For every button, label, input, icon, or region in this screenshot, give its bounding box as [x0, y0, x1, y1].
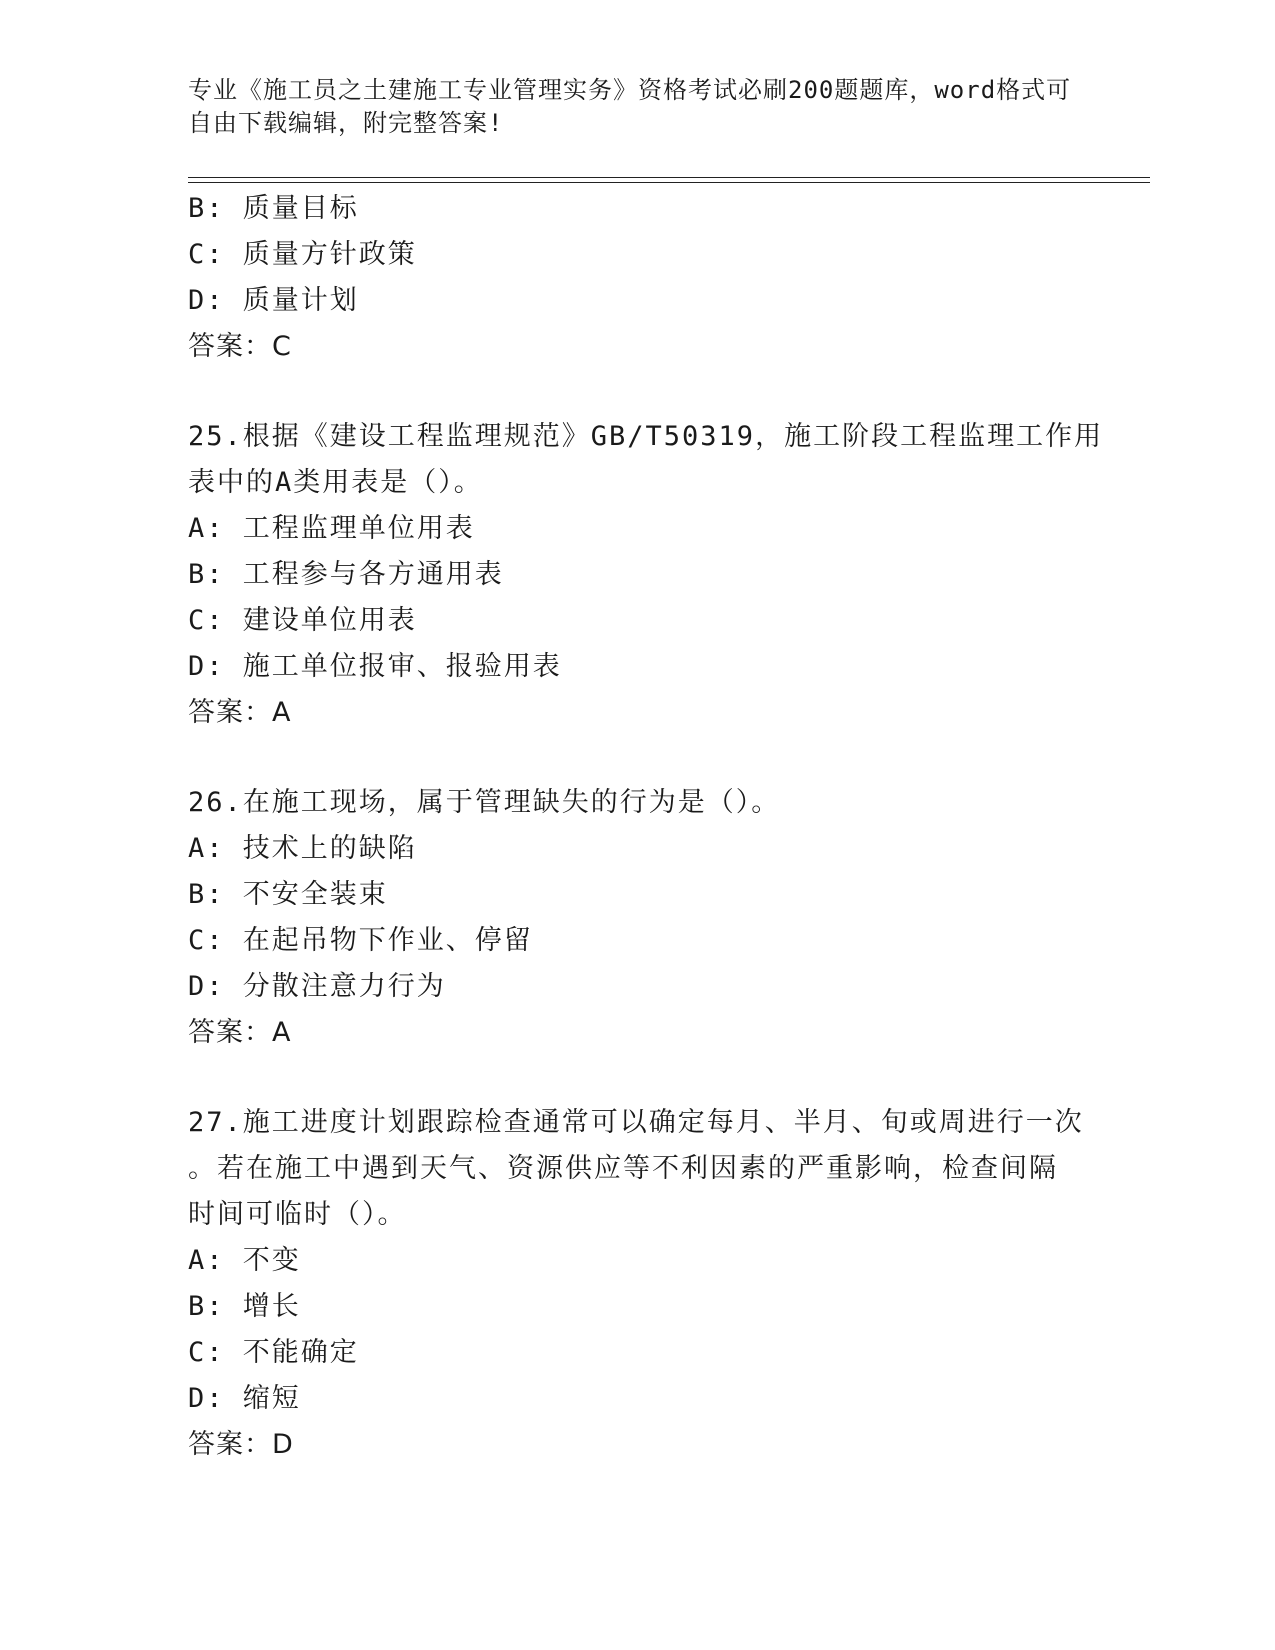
option-a: A: 技术上的缺陷	[188, 833, 417, 864]
option-c: C: 不能确定	[188, 1337, 359, 1368]
header-line-1: 专业《施工员之土建施工专业管理实务》资格考试必刷200题题库，word格式可	[188, 76, 1072, 104]
option-d: D: 质量计划	[188, 285, 359, 316]
option-c: C: 在起吊物下作业、停留	[188, 925, 533, 956]
option-a: A: 不变	[188, 1245, 301, 1276]
header-line-2: 自由下载编辑，附完整答案!	[188, 109, 504, 137]
question-24-continued	[188, 186, 1088, 370]
question-25	[188, 414, 1104, 736]
question-stem-line: 25.根据《建设工程监理规范》GB/T50319，施工阶段工程监理工作用	[188, 421, 1104, 452]
option-d: D: 施工单位报审、报验用表	[188, 651, 562, 682]
answer-line: 答案：C	[188, 331, 292, 362]
option-a: A: 工程监理单位用表	[188, 513, 475, 544]
option-d: D: 分散注意力行为	[188, 971, 446, 1002]
question-stem-line: 表中的A类用表是（）。	[188, 467, 483, 498]
option-d: D: 缩短	[188, 1383, 301, 1414]
answer-line: 答案：A	[188, 1017, 292, 1048]
document-header	[188, 74, 1088, 140]
question-stem-line: 26.在施工现场，属于管理缺失的行为是（）。	[188, 787, 781, 818]
document-body	[188, 186, 1104, 1468]
option-c: C: 质量方针政策	[188, 239, 417, 270]
question-27	[188, 1100, 1088, 1468]
option-b: B: 增长	[188, 1291, 301, 1322]
answer-line: 答案：D	[188, 1429, 294, 1460]
header-divider-bottom	[188, 182, 1150, 183]
option-c: C: 建设单位用表	[188, 605, 417, 636]
question-stem-line: 。若在施工中遇到天气、资源供应等不利因素的严重影响，检查间隔	[188, 1153, 1058, 1184]
option-b: B: 质量目标	[188, 193, 359, 224]
option-b: B: 不安全装束	[188, 879, 388, 910]
header-divider-top	[188, 177, 1150, 178]
question-26	[188, 780, 1088, 1056]
answer-line: 答案：A	[188, 697, 292, 728]
question-stem-line: 27.施工进度计划跟踪检查通常可以确定每月、半月、旬或周进行一次	[188, 1107, 1084, 1138]
question-stem-line: 时间可临时（）。	[188, 1199, 407, 1230]
option-b: B: 工程参与各方通用表	[188, 559, 504, 590]
